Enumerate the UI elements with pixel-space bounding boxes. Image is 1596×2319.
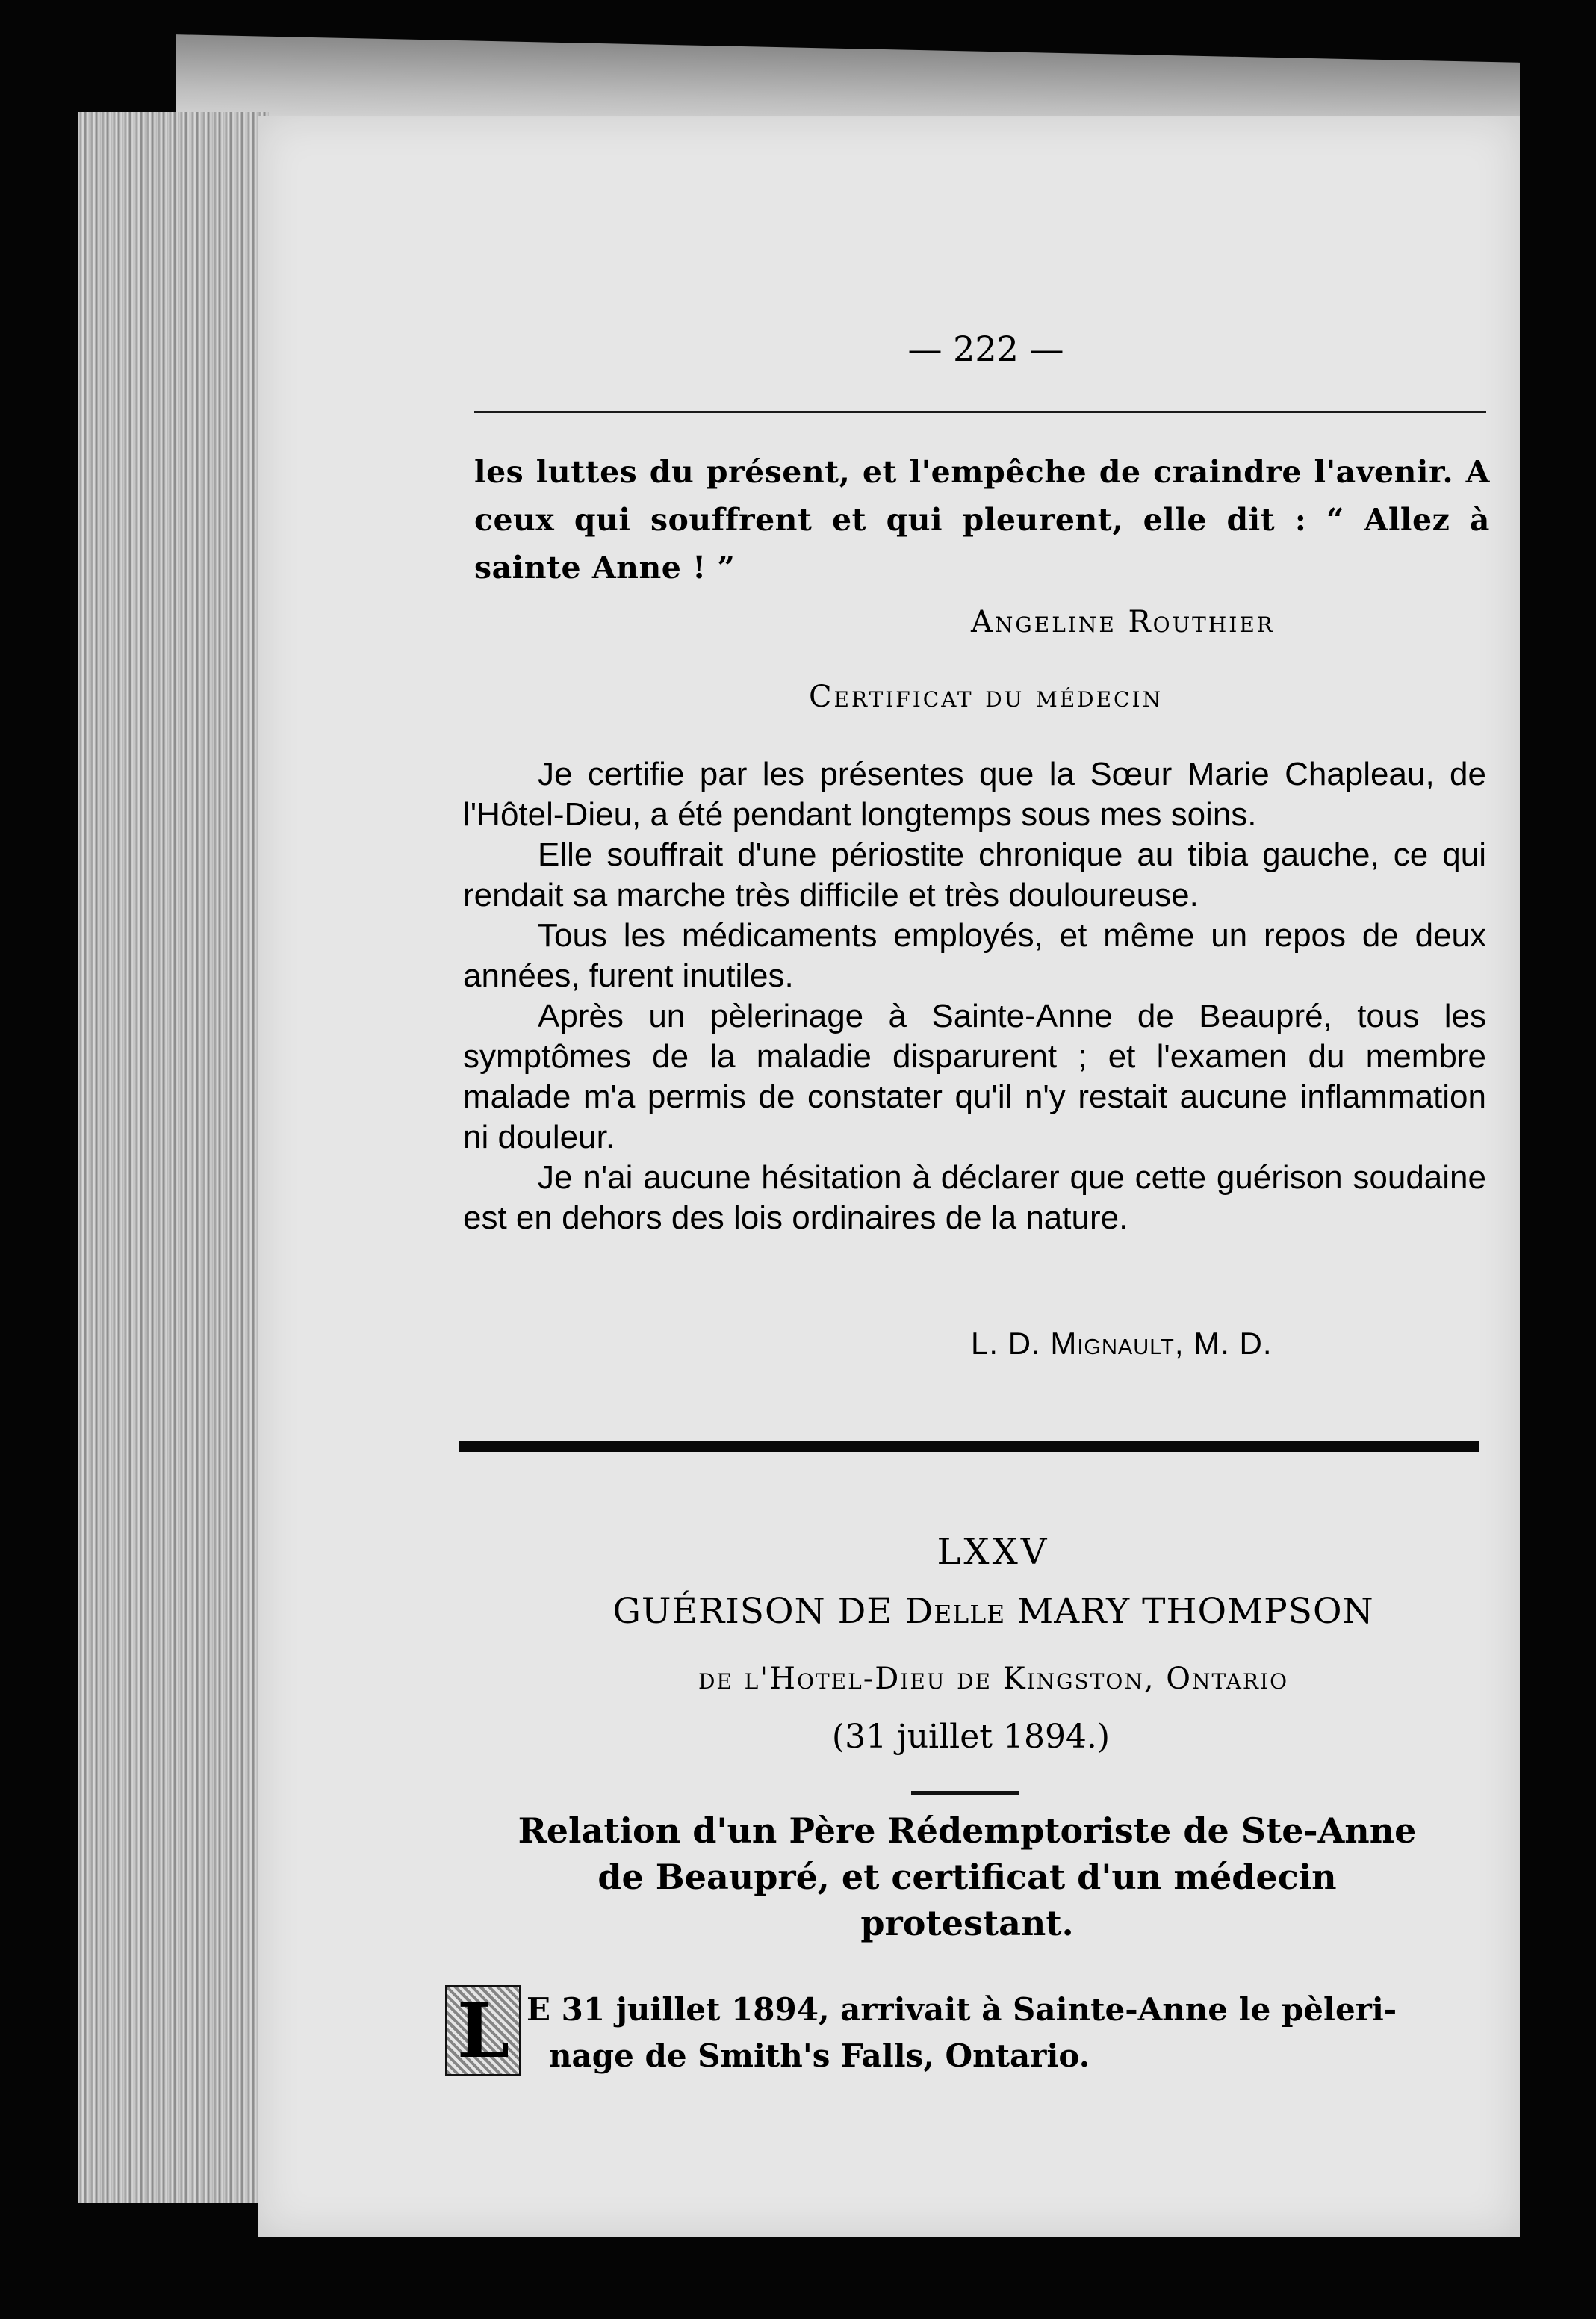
page-number: — 222 —: [907, 329, 1064, 369]
chapter-date: (31 juillet 1894.): [831, 1718, 1111, 1756]
signature-mignault: L. D. Mignault, M. D.: [971, 1326, 1273, 1361]
certificate-paragraph: Je certifie par les présentes que la Sœur Marie Chapleau, de l'Hôtel-Dieu, a été pendant longtemps sous mes soins.: [463, 756, 1486, 833]
section-divider: [459, 1441, 1479, 1452]
book-page-edges: [78, 112, 269, 2203]
chapter-title-part: MARY THOMPSON: [1005, 1591, 1374, 1632]
certificate-paragraph: Tous les médicaments employés, et même un repos de deux années, furent inutiles.: [463, 917, 1486, 994]
drop-cap-ornament: [445, 1985, 521, 2076]
relation-line: de Beaupré, et certificat d'un médecin: [597, 1857, 1337, 1897]
continued-paragraph: les luttes du présent, et l'empêche de craindre l'avenir. A ceux qui souffrent et qui pleurent, elle dit : “ Allez à sainte Anne ! ”: [474, 454, 1490, 586]
opening-paragraph: [527, 1987, 1490, 2079]
certificate-paragraph: Je n'ai aucune hésitation à déclarer que cette guérison soudaine est en dehors des lois ordinaires de la nature.: [463, 1159, 1486, 1236]
chapter-title-part: GUÉRISON DE: [612, 1591, 905, 1632]
certificate-heading: Certificat du médecin: [808, 680, 1164, 714]
relation-line: protestant.: [860, 1903, 1074, 1943]
chapter-title-part: Delle: [904, 1591, 1006, 1632]
short-rule: [911, 1791, 1019, 1795]
certificate-paragraph: Après un pèlerinage à Sainte-Anne de Beaupré, tous les symptômes de la maladie disparurent ; et l'examen du membre malade m'a permis de constater qu'il n'y restait aucune inflammation ni douleur.: [463, 998, 1486, 1155]
certificate-body: [463, 754, 1486, 1238]
drop-cap-letter: L: [447, 1987, 519, 2074]
chapter-number: LXXV: [937, 1531, 1050, 1573]
signature-routhier: Angeline Routhier: [971, 605, 1275, 639]
opening-line: E 31 juillet 1894, arrivait à Sainte-Anne le pèleri-: [527, 1991, 1397, 2028]
chapter-subtitle: de l'Hotel-Dieu de Kingston, Ontario: [698, 1662, 1289, 1696]
header-rule: [474, 411, 1486, 413]
relation-line: Relation d'un Père Rédemptoriste de Ste-Anne: [518, 1810, 1417, 1851]
certificate-paragraph: Elle souffrait d'une périostite chronique au tibia gauche, ce qui rendait sa marche très difficile et très douloureuse.: [463, 836, 1486, 913]
relation-heading: [448, 1807, 1486, 1946]
chapter-title: [478, 1591, 1509, 1632]
opening-line: nage de Smith's Falls, Ontario.: [549, 2037, 1090, 2074]
